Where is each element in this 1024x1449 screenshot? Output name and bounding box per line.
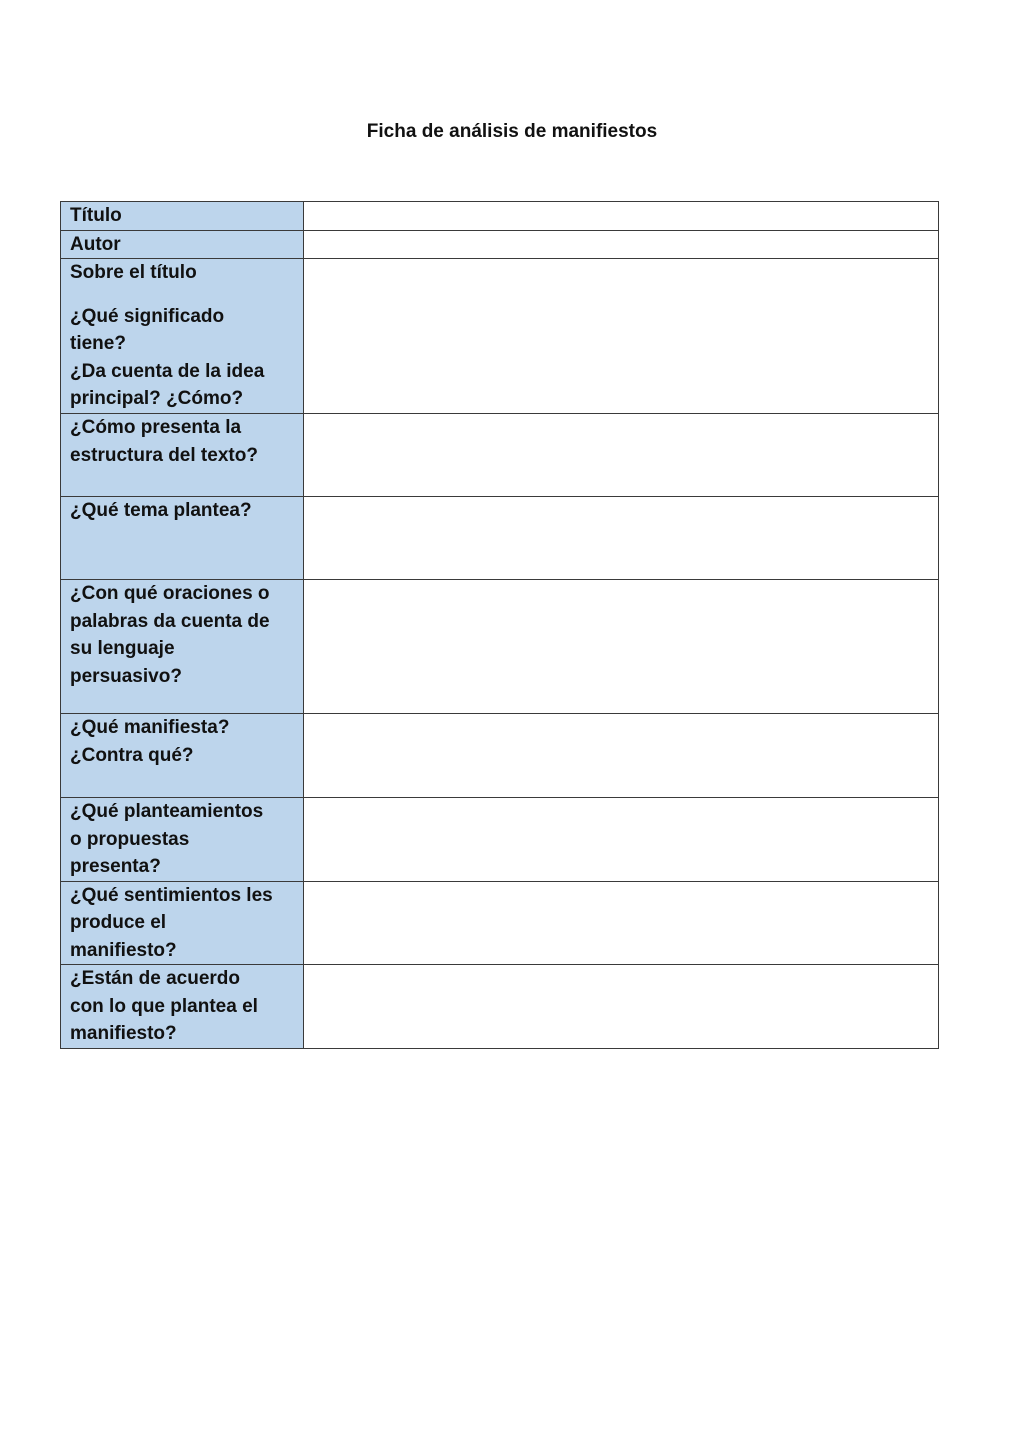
- answer-cell-tema[interactable]: [304, 497, 939, 580]
- table-row-autor: [61, 230, 939, 259]
- analysis-table: [60, 201, 939, 1049]
- row-label-sentimientos: [61, 881, 304, 965]
- label-line: ¿Qué significado: [70, 305, 225, 327]
- answer-cell-sentimientos[interactable]: [304, 881, 939, 965]
- answer-cell-autor[interactable]: [304, 230, 939, 259]
- row-label-sobre-el-titulo: [61, 259, 304, 414]
- label-line: ¿Qué manifiesta?: [70, 717, 230, 738]
- table-row-sobre-el-titulo: [61, 259, 939, 414]
- label-line: ¿Qué tema plantea?: [70, 500, 252, 521]
- label-line: ¿Cómo presenta la: [70, 417, 242, 438]
- label-line: ¿Da cuenta de la idea: [70, 360, 265, 382]
- label-line: tiene?: [70, 333, 126, 354]
- row-label-titulo: [61, 202, 304, 231]
- row-label-manifiesta: [61, 714, 304, 798]
- label-line: ¿Qué planteamientos: [70, 801, 264, 822]
- row-label-estructura: [61, 414, 304, 497]
- label-line: persuasivo?: [70, 665, 182, 687]
- label-line: principal? ¿Cómo?: [70, 388, 244, 409]
- answer-cell-acuerdo[interactable]: [304, 965, 939, 1049]
- label-line: Sobre el título: [70, 262, 197, 283]
- answer-cell-manifiesta[interactable]: [304, 714, 939, 798]
- table-row-titulo: [61, 202, 939, 231]
- label-line: palabras da cuenta de: [70, 610, 270, 632]
- row-label-planteamientos: [61, 798, 304, 882]
- answer-cell-titulo[interactable]: [304, 202, 939, 231]
- label-line: produce el: [70, 912, 167, 933]
- answer-cell-lenguaje-persuasivo[interactable]: [304, 580, 939, 714]
- label-line: su lenguaje: [70, 638, 175, 659]
- label-line: presenta?: [70, 856, 161, 877]
- label-line: ¿Con qué oraciones o: [70, 583, 270, 604]
- label-line: manifiesto?: [70, 939, 177, 961]
- table-row-acuerdo: [61, 965, 939, 1049]
- row-label-autor: [61, 230, 304, 259]
- label-line: ¿Están de acuerdo: [70, 968, 240, 989]
- label-line: estructura del texto?: [70, 444, 258, 466]
- label-line: con lo que plantea el: [70, 995, 258, 1017]
- table-row-manifiesta: [61, 714, 939, 798]
- label-line: ¿Qué sentimientos les: [70, 884, 273, 906]
- label-line: ¿Contra qué?: [70, 744, 194, 766]
- label-line: Autor: [70, 233, 121, 255]
- label-line: o propuestas: [70, 828, 190, 850]
- answer-cell-estructura[interactable]: [304, 414, 939, 497]
- answer-cell-planteamientos[interactable]: [304, 798, 939, 882]
- answer-cell-sobre-el-titulo[interactable]: [304, 259, 939, 414]
- table-row-tema: [61, 497, 939, 580]
- table-row-sentimientos: [61, 881, 939, 965]
- row-label-tema: [61, 497, 304, 580]
- label-line: manifiesto?: [70, 1023, 177, 1044]
- label-line: Título: [70, 205, 122, 226]
- table-row-estructura: [61, 414, 939, 497]
- row-label-lenguaje-persuasivo: [61, 580, 304, 714]
- row-label-acuerdo: [61, 965, 304, 1049]
- page-title: Ficha de análisis de manifiestos: [366, 121, 658, 142]
- table-row-planteamientos: [61, 798, 939, 882]
- table-row-lenguaje-persuasivo: [61, 580, 939, 714]
